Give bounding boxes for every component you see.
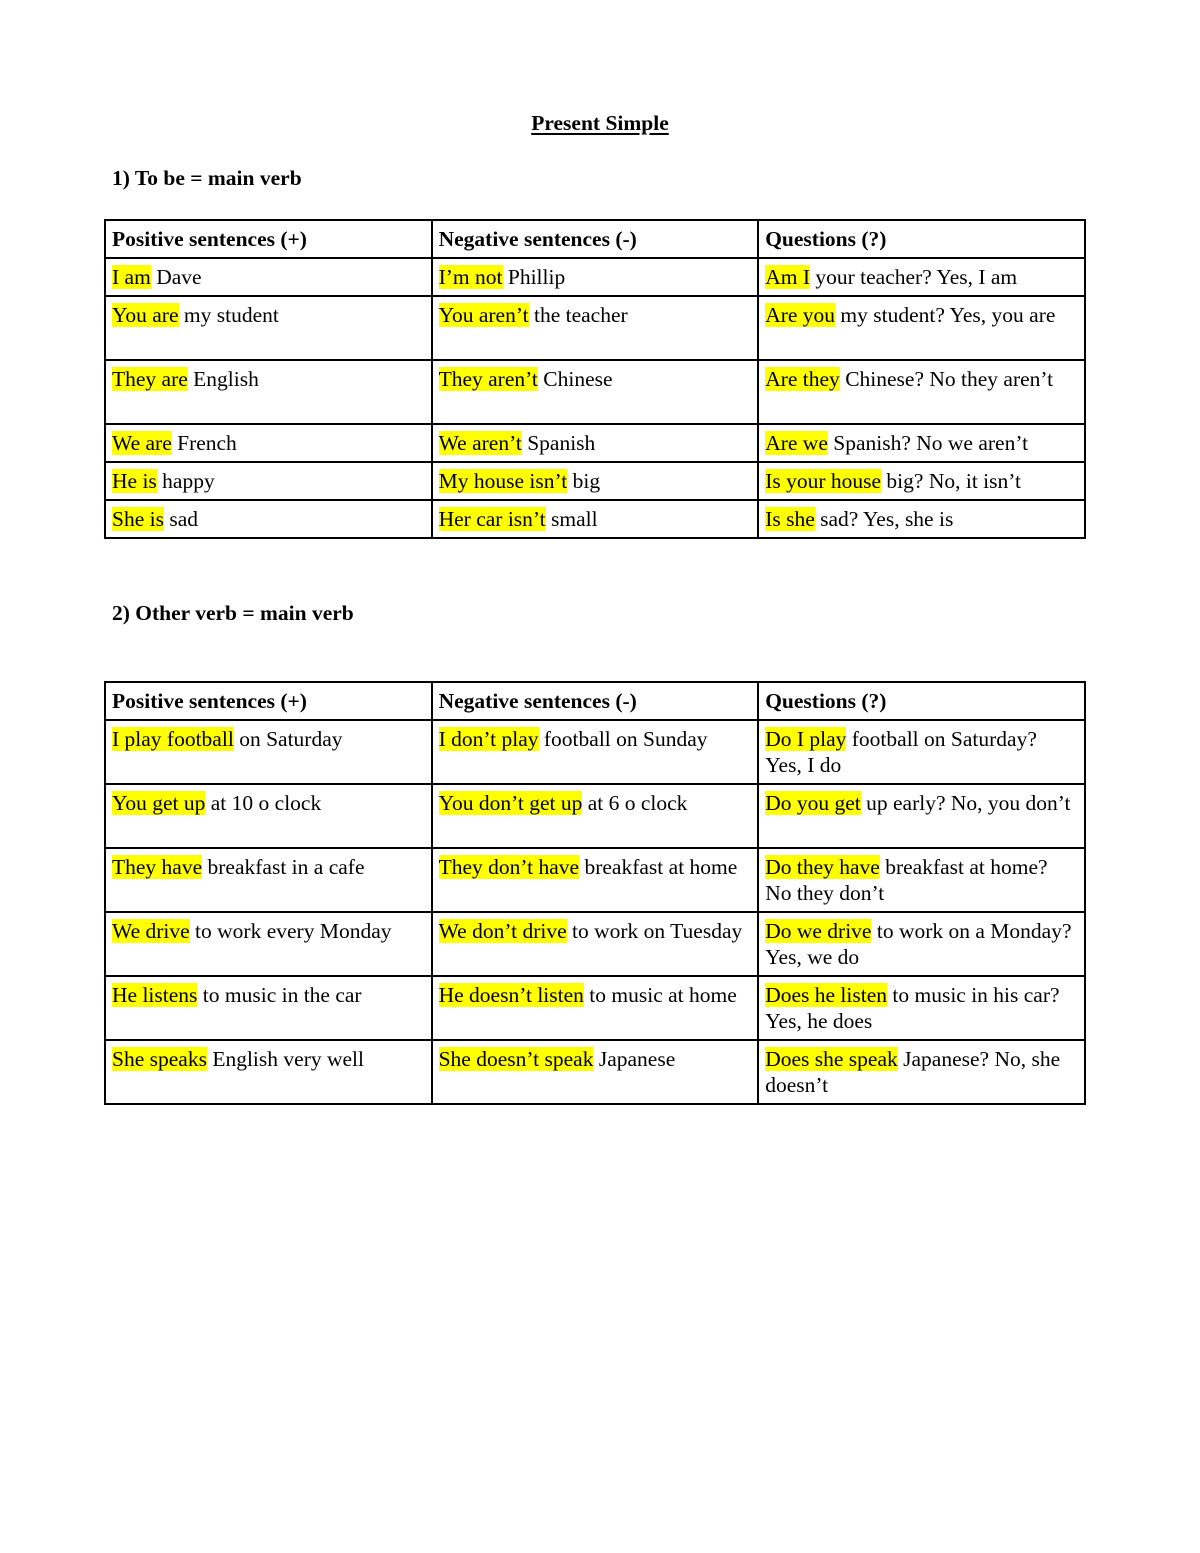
page-title: Present Simple — [531, 111, 669, 135]
negative-cell — [432, 848, 759, 912]
sentence-rest: my student? Yes, you are — [835, 303, 1056, 327]
highlighted-verb: Does she speak — [765, 1047, 898, 1071]
highlighted-verb: She doesn’t speak — [438, 1047, 594, 1071]
question-cell — [758, 360, 1085, 424]
highlighted-verb: I am — [112, 265, 151, 289]
table-row — [105, 720, 1085, 784]
table-row — [105, 258, 1085, 296]
highlighted-verb: Is she — [765, 507, 815, 531]
positive-cell — [105, 258, 432, 296]
table-row — [105, 462, 1085, 500]
highlighted-verb: Are they — [765, 367, 840, 391]
highlighted-verb: You don’t get up — [438, 791, 583, 815]
highlighted-verb: My house isn’t — [438, 469, 568, 493]
highlighted-verb: He is — [112, 469, 157, 493]
highlighted-verb: Are we — [765, 431, 828, 455]
sentence-rest: on Saturday — [233, 727, 343, 751]
highlighted-verb: He doesn’t listen — [438, 983, 584, 1007]
question-cell — [758, 296, 1085, 360]
table-row — [105, 912, 1085, 976]
positive-cell — [105, 462, 432, 500]
sentence-rest: breakfast at home — [579, 855, 738, 879]
sentence-rest: English very well — [206, 1047, 364, 1071]
sentence-rest: French — [171, 431, 237, 455]
highlighted-verb: She speaks — [112, 1047, 207, 1071]
positive-cell — [105, 296, 432, 360]
positive-cell — [105, 912, 432, 976]
sentence-rest: at 10 o clock — [205, 791, 322, 815]
highlighted-verb: Is your house — [765, 469, 882, 493]
negative-cell — [432, 1040, 759, 1104]
question-cell — [758, 720, 1085, 784]
table-row — [105, 500, 1085, 538]
sentence-rest: Phillip — [502, 265, 566, 289]
sentence-rest: happy — [156, 469, 215, 493]
sentence-rest: to music in the car — [197, 983, 362, 1007]
table-row — [105, 424, 1085, 462]
highlighted-verb: Does he listen — [765, 983, 887, 1007]
highlighted-verb: You aren’t — [438, 303, 529, 327]
sentence-rest: to music at home — [583, 983, 737, 1007]
highlighted-verb: Am I — [765, 265, 810, 289]
highlighted-verb: They aren’t — [438, 367, 538, 391]
table-header-row — [105, 220, 1085, 258]
highlighted-verb: I play football — [112, 727, 234, 751]
header-questions: Questions (?) — [758, 682, 1085, 720]
highlighted-verb: He listens — [112, 983, 198, 1007]
sentence-rest: big? No, it isn’t — [881, 469, 1021, 493]
question-cell — [758, 912, 1085, 976]
highlighted-verb: They have — [112, 855, 203, 879]
highlighted-verb: She is — [112, 507, 164, 531]
table-row — [105, 1040, 1085, 1104]
sentence-rest: big — [567, 469, 601, 493]
question-cell — [758, 1040, 1085, 1104]
negative-cell — [432, 784, 759, 848]
question-cell — [758, 976, 1085, 1040]
negative-cell — [432, 976, 759, 1040]
sentence-rest: to work on a Monday? Yes, we do — [765, 919, 1072, 969]
sentence-rest: Chinese — [537, 367, 613, 391]
highlighted-verb: We drive — [112, 919, 190, 943]
positive-cell — [105, 360, 432, 424]
question-cell — [758, 500, 1085, 538]
table-row — [105, 848, 1085, 912]
highlighted-verb: I don’t play — [438, 727, 539, 751]
sentence-rest: small — [545, 507, 598, 531]
positive-cell — [105, 424, 432, 462]
negative-cell — [432, 912, 759, 976]
positive-cell — [105, 784, 432, 848]
question-cell — [758, 784, 1085, 848]
sentence-rest: sad — [163, 507, 199, 531]
positive-cell — [105, 720, 432, 784]
question-cell — [758, 258, 1085, 296]
positive-cell — [105, 500, 432, 538]
sentence-rest: sad? Yes, she is — [814, 507, 954, 531]
section-2-heading: 2) Other verb = main verb — [112, 601, 354, 625]
sentence-rest: to music in his car? Yes, he does — [765, 983, 1060, 1033]
highlighted-verb: You are — [112, 303, 179, 327]
positive-cell — [105, 848, 432, 912]
highlighted-verb: They don’t have — [438, 855, 580, 879]
header-positive: Positive sentences (+) — [105, 682, 432, 720]
table-header-row — [105, 682, 1085, 720]
sentence-rest: your teacher? Yes, I am — [809, 265, 1018, 289]
highlighted-verb: Her car isn’t — [438, 507, 546, 531]
header-questions: Questions (?) — [758, 220, 1085, 258]
header-positive: Positive sentences (+) — [105, 220, 432, 258]
highlighted-verb: Do they have — [765, 855, 880, 879]
highlighted-verb: We don’t drive — [438, 919, 567, 943]
sentence-rest: at 6 o clock — [582, 791, 688, 815]
highlighted-verb: We are — [112, 431, 172, 455]
negative-cell — [432, 720, 759, 784]
highlighted-verb: Are you — [765, 303, 836, 327]
other-verb-table — [104, 681, 1086, 1105]
highlighted-verb: Do you get — [765, 791, 861, 815]
highlighted-verb: They are — [112, 367, 188, 391]
sentence-rest: English — [187, 367, 259, 391]
highlighted-verb: You get up — [112, 791, 206, 815]
negative-cell — [432, 424, 759, 462]
sentence-rest: to work on Tuesday — [566, 919, 743, 943]
negative-cell — [432, 462, 759, 500]
question-cell — [758, 424, 1085, 462]
sentence-rest: Dave — [150, 265, 202, 289]
table-row — [105, 784, 1085, 848]
header-negative: Negative sentences (-) — [432, 220, 759, 258]
sentence-rest: Spanish? No we aren’t — [827, 431, 1029, 455]
sentence-rest: my student — [178, 303, 279, 327]
sentence-rest: football on Saturday? Yes, I do — [765, 727, 1037, 777]
negative-cell — [432, 500, 759, 538]
sentence-rest: breakfast in a cafe — [202, 855, 365, 879]
positive-cell — [105, 1040, 432, 1104]
negative-cell — [432, 360, 759, 424]
highlighted-verb: Do I play — [765, 727, 847, 751]
sentence-rest: Chinese? No they aren’t — [839, 367, 1054, 391]
sentence-rest: Spanish — [521, 431, 596, 455]
section-1-heading: 1) To be = main verb — [112, 166, 302, 190]
sentence-rest: up early? No, you don’t — [860, 791, 1071, 815]
header-negative: Negative sentences (-) — [432, 682, 759, 720]
sentence-rest: Japanese? No, she doesn’t — [765, 1047, 1061, 1097]
highlighted-verb: We aren’t — [438, 431, 522, 455]
negative-cell — [432, 258, 759, 296]
negative-cell — [432, 296, 759, 360]
table-row — [105, 296, 1085, 360]
highlighted-verb: Do we drive — [765, 919, 872, 943]
sentence-rest: football on Sunday — [538, 727, 708, 751]
to-be-table — [104, 219, 1086, 539]
question-cell — [758, 462, 1085, 500]
table-row — [105, 360, 1085, 424]
sentence-rest: Japanese — [593, 1047, 676, 1071]
question-cell — [758, 848, 1085, 912]
sentence-rest: to work every Monday — [189, 919, 392, 943]
sentence-rest: the teacher — [528, 303, 628, 327]
positive-cell — [105, 976, 432, 1040]
table-row — [105, 976, 1085, 1040]
sentence-rest: breakfast at home? No they don’t — [765, 855, 1048, 905]
highlighted-verb: I’m not — [438, 265, 503, 289]
